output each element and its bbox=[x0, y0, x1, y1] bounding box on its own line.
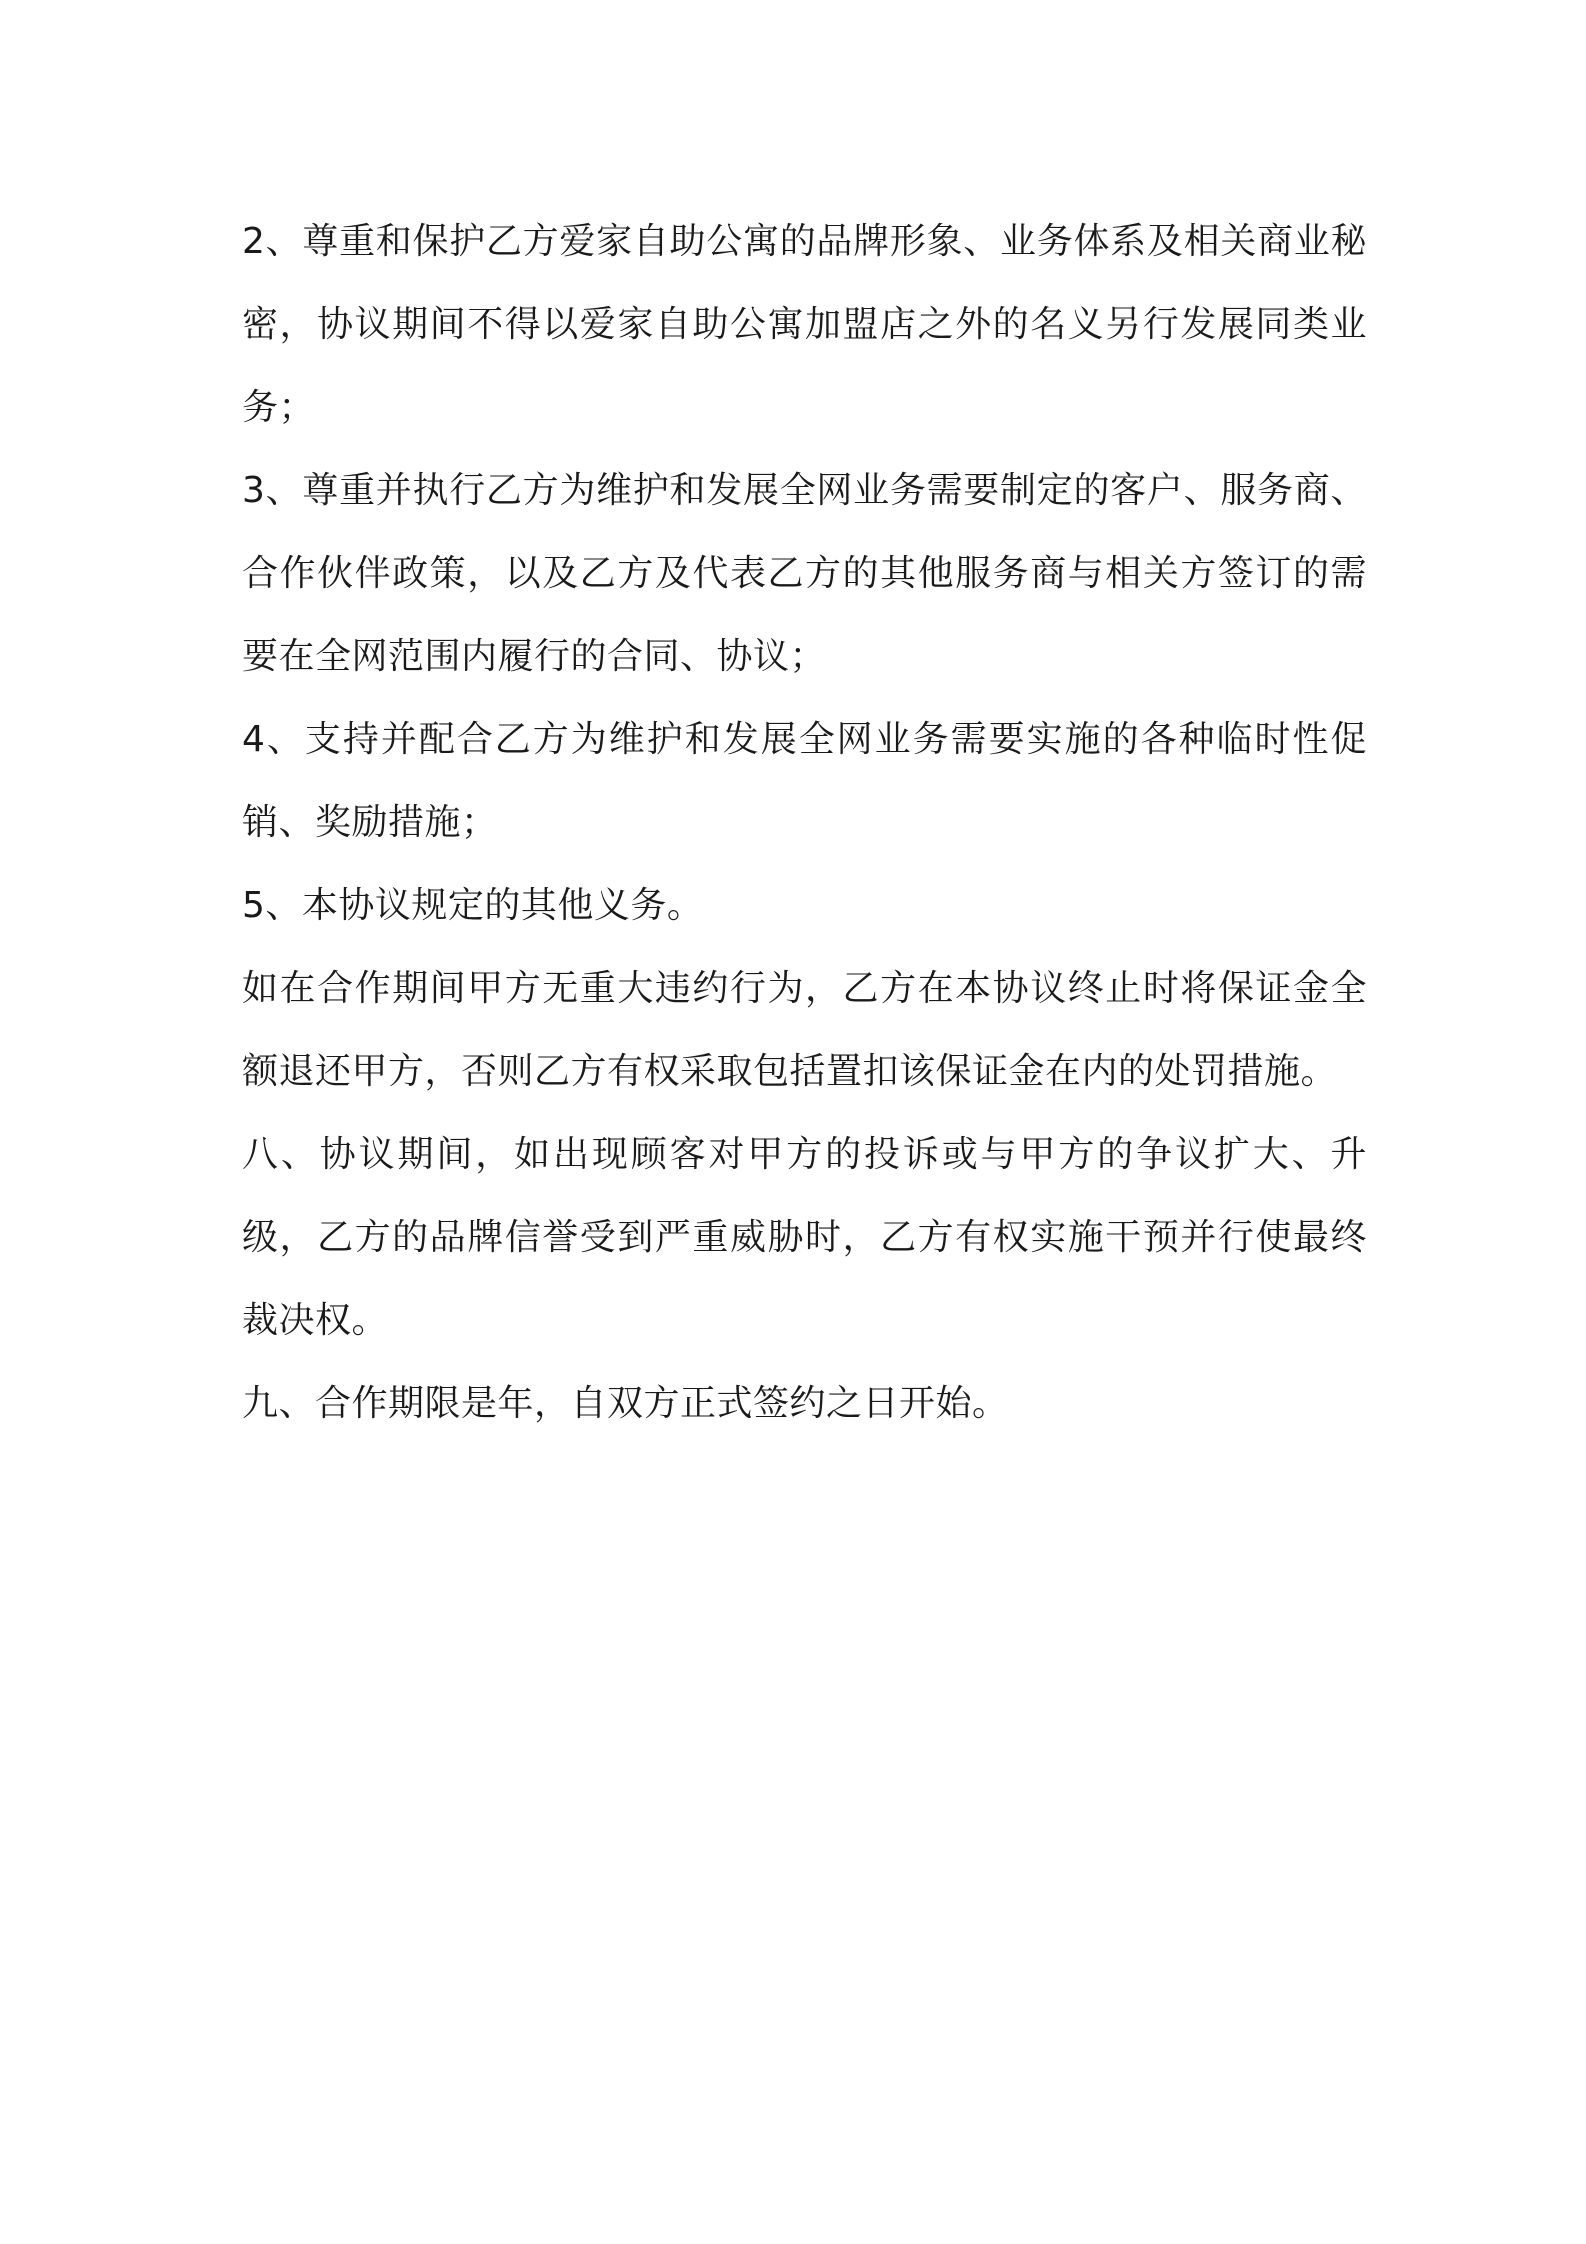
clause-5-paragraph: 5、本协议规定的其他义务。 bbox=[242, 885, 704, 926]
section-8-paragraph: 八、协议期间，如出现顾客对甲方的投诉或与甲方的争议扩大、升级，乙方的品牌信誉受到严重威胁时，乙方有权实施干预并行使最终裁决权。 bbox=[242, 1134, 1367, 1341]
clause-2-paragraph: 2、尊重和保护乙方爱家自助公寓的品牌形象、业务体系及相关商业秘密，协议期间不得以爱家自助公寓加盟店之外的名义另行发展同类业务； bbox=[242, 221, 1367, 428]
section-9-paragraph: 九、合作期限是年，自双方正式签约之日开始。 bbox=[242, 1383, 1009, 1424]
deposit-refund-paragraph: 如在合作期间甲方无重大违约行为，乙方在本协议终止时将保证金全额退还甲方，否则乙方有权采取包括置扣该保证金在内的处罚措施。 bbox=[242, 968, 1367, 1092]
clause-3-paragraph: 3、尊重并执行乙方为维护和发展全网业务需要制定的客户、服务商、合作伙伴政策，以及乙方及代表乙方的其他服务商与相关方签订的需要在全网范围内履行的合同、协议； bbox=[242, 470, 1367, 677]
document-body bbox=[242, 200, 1367, 1445]
clause-4-paragraph: 4、支持并配合乙方为维护和发展全网业务需要实施的各种临时性促销、奖励措施； bbox=[242, 719, 1367, 843]
